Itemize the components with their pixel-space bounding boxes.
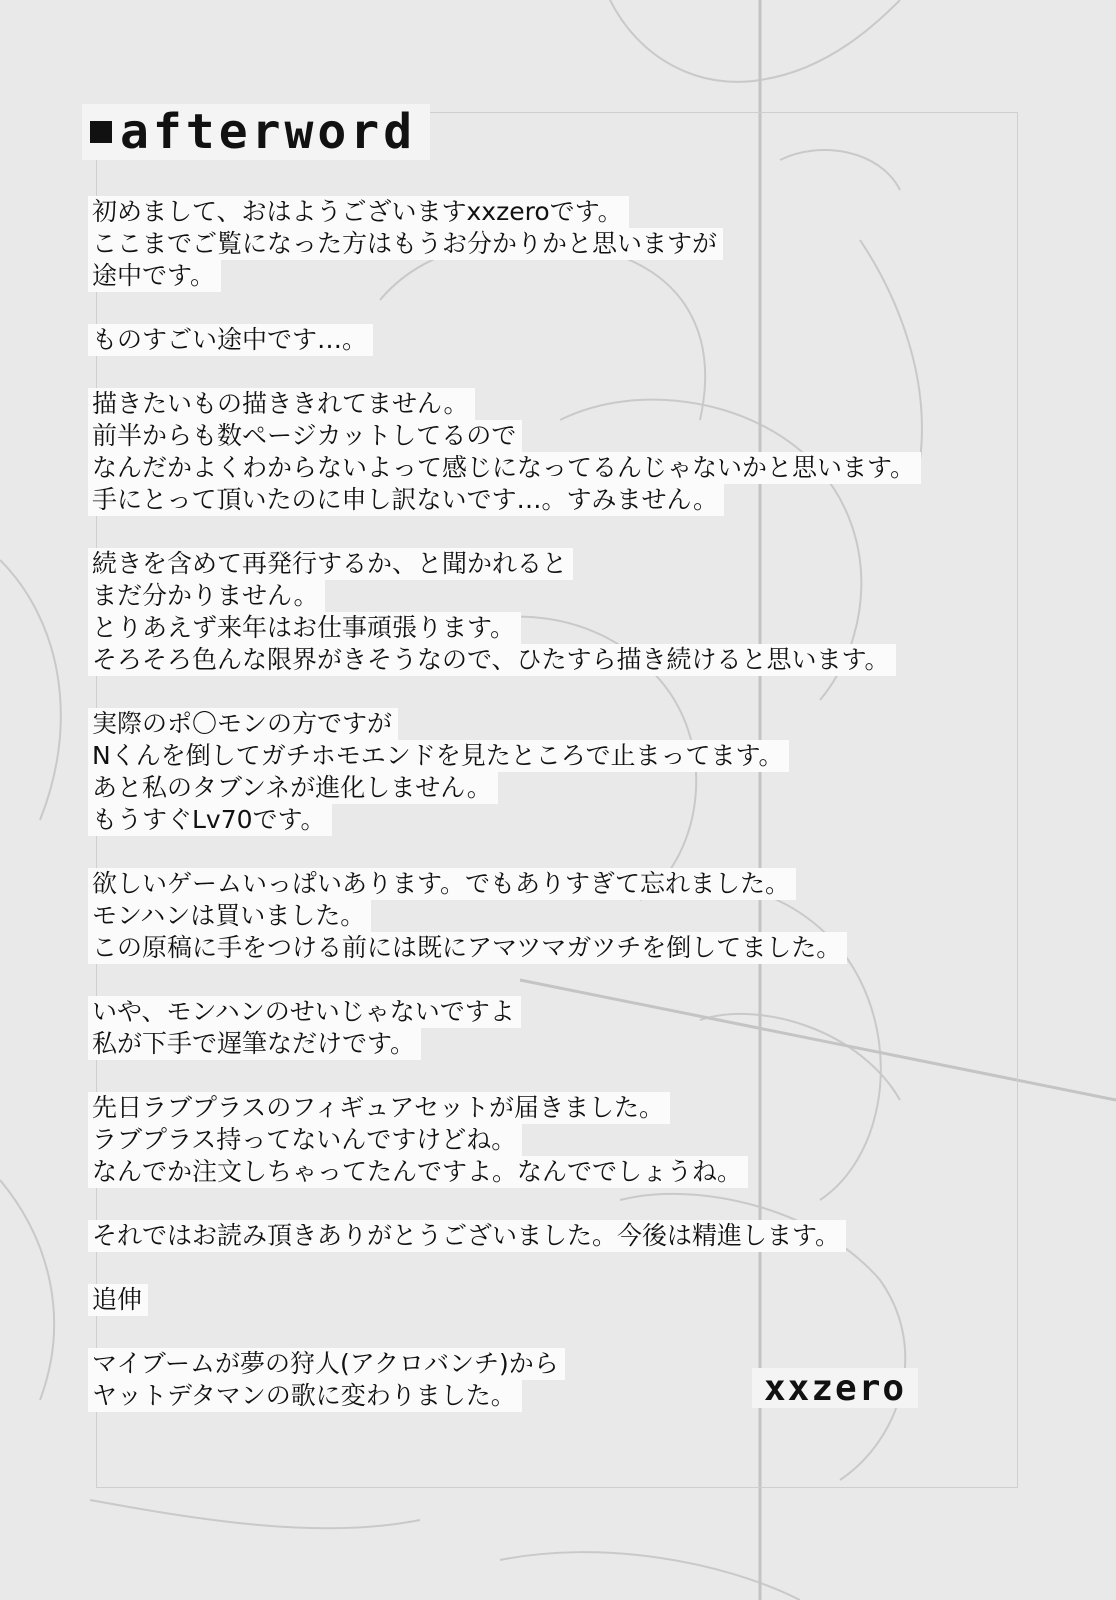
text-line: それではお読み頂きありがとうございました。今後は精進します。 <box>88 1220 846 1252</box>
title-bullet-icon <box>90 121 112 143</box>
text-line: 初めまして、おはようございますxxzeroです。 <box>88 196 629 228</box>
text-line: なんだかよくわからないよって感じになってるんじゃないかと思います。 <box>88 452 921 484</box>
text-line: モンハンは買いました。 <box>88 900 371 932</box>
text-line: ヤットデタマンの歌に変わりました。 <box>88 1380 522 1412</box>
text-line: 追伸 <box>88 1284 148 1316</box>
text-line: なんでか注文しちゃってたんですよ。なんででしょうね。 <box>88 1156 748 1188</box>
text-line: まだ分かりません。 <box>88 580 325 612</box>
text-line: 私が下手で遅筆なだけです。 <box>88 1028 421 1060</box>
text-line: 先日ラブプラスのフィギュアセットが届きました。 <box>88 1092 670 1124</box>
paragraph <box>88 548 921 676</box>
text-line: 欲しいゲームいっぱいあります。でもありすぎて忘れました。 <box>88 868 796 900</box>
text-line: もうすぐLv70です。 <box>88 804 332 836</box>
paragraph <box>88 196 921 292</box>
text-line: あと私のタブンネが進化しません。 <box>88 772 498 804</box>
text-line: 描きたいもの描ききれてません。 <box>88 388 475 420</box>
paragraph <box>88 388 921 516</box>
text-line: とりあえず来年はお仕事頑張ります。 <box>88 612 521 644</box>
paragraph <box>88 868 921 964</box>
text-line: 手にとって頂いたのに申し訳ないです…。すみません。 <box>88 484 724 516</box>
text-line: 前半からも数ページカットしてるので <box>88 420 522 452</box>
signature-block <box>752 1368 918 1408</box>
paragraph <box>88 1220 921 1252</box>
text-line: この原稿に手をつける前には既にアマツマガツチを倒してました。 <box>88 932 847 964</box>
text-line: マイブームが夢の狩人(アクロバンチ)から <box>88 1348 565 1380</box>
paragraph <box>88 708 921 836</box>
signature: xxzero <box>764 1367 907 1409</box>
text-line: 実際のポ〇モンの方ですが <box>88 708 398 740</box>
text-line: 途中です。 <box>88 260 221 292</box>
text-line: そろそろ色んな限界がきそうなので、ひたすら描き続けると思います。 <box>88 644 896 676</box>
paragraph <box>88 996 921 1060</box>
text-line: いや、モンハンのせいじゃないですよ <box>88 996 521 1028</box>
title-block <box>82 104 430 160</box>
afterword-body <box>88 196 921 1444</box>
text-line: ここまでご覧になった方はもうお分かりかと思いますが <box>88 228 723 260</box>
text-line: ものすごい途中です…。 <box>88 324 373 356</box>
text-line: Nくんを倒してガチホモエンドを見たところで止まってます。 <box>88 740 789 772</box>
text-line: ラブプラス持ってないんですけどね。 <box>88 1124 522 1156</box>
paragraph <box>88 1284 921 1316</box>
paragraph <box>88 324 921 356</box>
page-title: afterword <box>120 104 417 160</box>
paragraph <box>88 1092 921 1188</box>
text-line: 続きを含めて再発行するか、と聞かれると <box>88 548 573 580</box>
